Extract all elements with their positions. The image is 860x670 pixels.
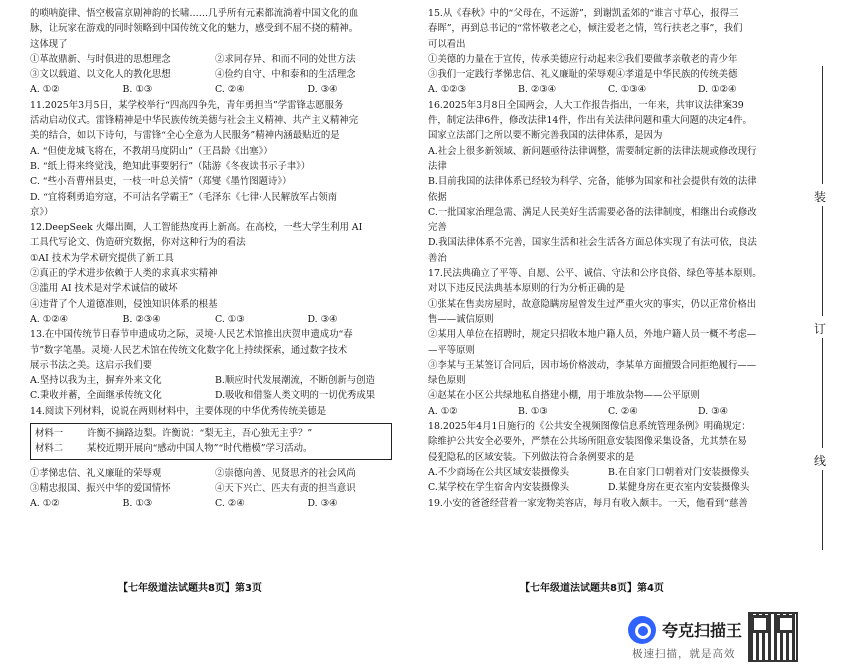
option: C.某学校在学生宿舍内安装摄像头	[428, 482, 570, 494]
answer: A. ①②③	[428, 84, 466, 96]
option: ②求同存异、和而不同的处世方法	[215, 53, 356, 65]
option-row	[30, 466, 400, 481]
q17-item: —平等原则	[428, 344, 475, 356]
intro-line: 这体现了	[30, 38, 68, 50]
binding-rule	[822, 66, 823, 184]
scanner-slogan: 极速扫描，就是高效	[632, 648, 736, 660]
answer: C. ②④	[608, 405, 638, 417]
option: D.某健身房在更衣室内安装摄像头	[608, 482, 750, 494]
binding-char: 装	[814, 190, 827, 204]
material-row	[35, 441, 387, 456]
answer: B. ①③	[122, 84, 153, 96]
q16-option: 法律	[428, 160, 447, 172]
q17-item: ①张某在售卖房屋时，故意隐瞒房屋曾发生过严重火灾的事实，仍以正常价格出	[428, 298, 757, 310]
answer: D. ③④	[307, 498, 338, 510]
option-row	[30, 52, 400, 67]
q16-option: D.我国法律体系不完善，国家生活和社会生活各方面总体实现了有法可依，良法	[428, 237, 757, 249]
q11-option: C. “些小吾曹州县吏，一枝一叶总关情”（郑燮《墨竹图题诗》）	[30, 176, 292, 188]
material-text: 许衡不摘路边梨。许衡说：“梨无主，吾心独无主乎？”	[87, 428, 313, 440]
q13-line: 展示书法之美。这启示我们要	[30, 359, 152, 371]
q11-line: 美的结合，如以下诗句，与雷锋“全心全意为人民服务”精神内涵最贴近的是	[30, 130, 340, 142]
binding-rule	[822, 206, 823, 316]
binding-rule	[822, 338, 823, 448]
option-row	[428, 52, 788, 67]
material-text: 某校近期开展向“感动中国人物”“时代楷模”学习活动。	[87, 443, 313, 455]
option: ①革故鼎新、与时俱进的思想理念	[30, 53, 171, 65]
q11-line: 活动启动仪式。雷锋精神是中华民族传统美德与社会主义精神、共产主义精神完	[30, 115, 359, 127]
answer: A. ①②	[30, 498, 60, 510]
answer: D. ①②④	[698, 84, 737, 96]
option: ④孝道是中华民族的传统美德	[615, 69, 738, 81]
answer: A. ①②④	[30, 313, 68, 325]
answer: B. ②③④	[122, 313, 161, 325]
q17-item: 绿色原则	[428, 375, 466, 387]
page-footer-left: 【七年级道法试题共8页】第3页	[118, 583, 262, 594]
q17-line: 17.民法典确立了平等、自愿、公平、诚信、守法和公序良俗、绿色等基本原则。	[428, 268, 762, 280]
q17-line: 对以下违反民法典基本原则的行为分析正确的是	[428, 283, 625, 295]
answer: D. ③④	[698, 405, 728, 417]
option: ③文以载道、以文化人的教化思想	[30, 69, 171, 81]
material-label: 材料二	[35, 443, 64, 455]
scanner-brand-name: 夸克扫描王	[662, 621, 743, 640]
q16-option: 善治	[428, 252, 447, 264]
intro-line: 的唢呐旋律、悟空极富京剧神韵的长啸……几乎所有元素都流淌着中国文化的血	[30, 8, 359, 19]
q16-option: 完善	[428, 222, 447, 234]
answer: A. ①②	[428, 405, 458, 417]
option: ①孝悌忠信、礼义廉耻的荣辱观	[30, 467, 162, 479]
intro-line: 脉，让玩家在游戏的同时领略到中国传统文化的魅力，感受到不屈不挠的精神。	[30, 23, 359, 35]
answer: C. ①③	[215, 313, 245, 325]
material-row	[35, 426, 387, 441]
q16-line: 16.2025年3月8日全国两会，人大工作报告指出，一年来，共审议法律案39	[428, 99, 744, 111]
q13-line: 节”数字笔墨。灵境·人民艺术馆在传统文化数字化上持续探索，通过数字技术	[30, 344, 348, 356]
answer: B. ①③	[518, 405, 548, 417]
option-row	[30, 481, 400, 496]
q16-line: 国家立法部门之所以要不断完善我国的法律体系，是因为	[428, 130, 663, 142]
answer: D. ③④	[307, 313, 338, 325]
option-row	[428, 465, 788, 480]
q16-option: A.社会上很多新领域、新问题亟待法律调整，需要制定新的法律法规或修改现行	[428, 145, 757, 157]
q17-item: ③李某与王某签订合同后，因市场价格波动，李某单方面擅毁合同拒绝履行——	[428, 359, 757, 371]
answer-row	[30, 82, 400, 97]
option-row	[30, 67, 400, 82]
q12-item: ③滥用 AI 技术是对学术诚信的破坏	[30, 283, 178, 295]
q11-option: A. “但使龙城飞将在，不教胡马度阴山”（王昌龄《出塞》）	[30, 145, 273, 157]
q11-option: 京》）	[30, 206, 54, 218]
q19-line: 19.小安的爸爸经营着一家宠物美容店，每月有收入颇丰。一天，他看到“慈善	[428, 497, 748, 509]
q16-line: 件，制定法律6件，修改法律14件，作出有关法律问题和重大问题的决定4件。	[428, 115, 752, 127]
option: D.吸收和借鉴人类文明的一切优秀成果	[215, 390, 376, 402]
option: ④天下兴亡、匹夫有责的担当意识	[215, 482, 356, 494]
option: ④俭约自守、中和泰和的生活理念	[215, 69, 356, 81]
option: ③我们一定践行孝悌忠信、礼义廉耻的荣辱观	[428, 69, 616, 81]
answer: D. ③④	[307, 84, 338, 96]
q17-item: 售——诚信原则	[428, 313, 494, 325]
option: C.秉收并蓄，全面继承传统文化	[30, 390, 162, 402]
q13-line: 13.在中国传统节日春节申遗成功之际，灵境·人民艺术馆推出庆贺申遗成功“春	[30, 329, 353, 341]
q15-line: 15.从《春秋》中的“父母在，不远游”，到谢凯孟郊的“谁言寸草心，报得三	[428, 8, 739, 19]
q18-line: 18.2025年4月1日施行的《公共安全视频图像信息系统管理条例》明确规定：	[428, 421, 751, 433]
q18-line: 除维护公共安全必要外，严禁在公共场所阻意安装图像采集设备，尤其禁在易	[428, 436, 747, 448]
q11-line: 11.2025年3月5日，某学校举行“四高四争先，青年勇担当”学雷锋志愿服务	[30, 99, 344, 111]
option: ①美德的力量在于宣传，传承美德应行动起来	[428, 53, 616, 65]
answer: C. ②④	[215, 84, 245, 96]
binding-line	[798, 0, 848, 560]
option: B.顺应时代发展潮流，不断创新与创造	[215, 375, 375, 387]
q16-option: B.目前我国的法律体系已经较为科学、完备，能够为国家和社会提供有效的法律	[428, 176, 757, 188]
option: A.不少商场在公共区域安装摄像头	[428, 466, 570, 478]
scanner-logo-icon	[628, 616, 656, 644]
q12-item: ②真正的学术进步依赖于人类的求真求实精神	[30, 268, 218, 280]
binding-rule	[822, 470, 823, 550]
answer-row	[428, 404, 788, 419]
answer: B. ①③	[122, 498, 153, 510]
q15-line: 春晖”，再到总书记的“常怀敬老之心，倾注爱老之情，笃行扶老之事”，我们	[428, 23, 743, 35]
answer-row	[30, 312, 400, 327]
q15-line: 可以看出	[428, 38, 466, 50]
binding-char: 线	[814, 454, 827, 468]
answer-row	[428, 82, 788, 97]
option: A.坚持以我为主，摒弃外来文化	[30, 375, 162, 387]
option: ③精忠报国、振兴中华的爱国情怀	[30, 482, 171, 494]
q18-line: 侵犯隐私的区域安装。下列做法符合条例要求的是	[428, 451, 635, 463]
option-row	[428, 480, 788, 495]
option: ②我们要做孝亲敬老的青少年	[615, 53, 738, 65]
option-row	[30, 373, 400, 388]
q12-item: ④违背了个人道德准则，侵蚀知识体系的根基	[30, 298, 218, 310]
qr-code-icon	[748, 612, 798, 662]
binding-char: 订	[814, 322, 827, 336]
answer-row	[30, 496, 400, 511]
option-row	[428, 67, 788, 82]
material-box	[30, 423, 392, 460]
option: B.在自家门口朝着对门安装摄像头	[608, 466, 750, 478]
q17-item: ④赵某在小区公共绿地私自搭建小棚，用于堆放杂物——公平原则	[428, 390, 700, 402]
q17-item: ②某用人单位在招聘时，规定只招收本地户籍人员，外地户籍人员一概不考虑—	[428, 329, 757, 341]
page-footer-right: 【七年级道法试题共8页】第4页	[520, 583, 664, 594]
q11-option: D. “宜将剩勇追穷寇，不可沽名学霸王”（毛泽东《七律·人民解放军占领南	[30, 191, 337, 203]
q16-option: 依据	[428, 191, 447, 203]
q14-stem: 14.阅读下列材料，说说在两则材料中，主要体现的中华优秀传统美德是	[30, 405, 327, 417]
answer: A. ①②	[30, 84, 60, 96]
material-label: 材料一	[35, 428, 64, 440]
answer: C. ①③④	[608, 84, 647, 96]
option-row	[30, 388, 400, 403]
q12-line: 12.DeepSeek 火爆出圈，人工智能热度再上新高。在高校，一些大学生利用 AI	[30, 222, 363, 234]
q12-item: ①AI 技术为学术研究提供了新工具	[30, 252, 174, 264]
answer: C. ②④	[215, 498, 245, 510]
q12-line: 工具代写论文、伪造研究数据，你对这种行为的看法	[30, 237, 246, 249]
q16-option: C.一批国家治理急需、满足人民美好生活需要必备的法律制度，相继出台或修改	[428, 206, 757, 218]
answer: B. ②③④	[518, 84, 557, 96]
option: ②崇德向善、见贤思齐的社会风尚	[215, 467, 356, 479]
left-page	[30, 6, 400, 512]
q11-option: B. “纸上得来终觉浅，绝知此事要躬行”（陆游《冬夜读书示子聿》）	[30, 160, 311, 172]
right-page	[428, 6, 788, 511]
